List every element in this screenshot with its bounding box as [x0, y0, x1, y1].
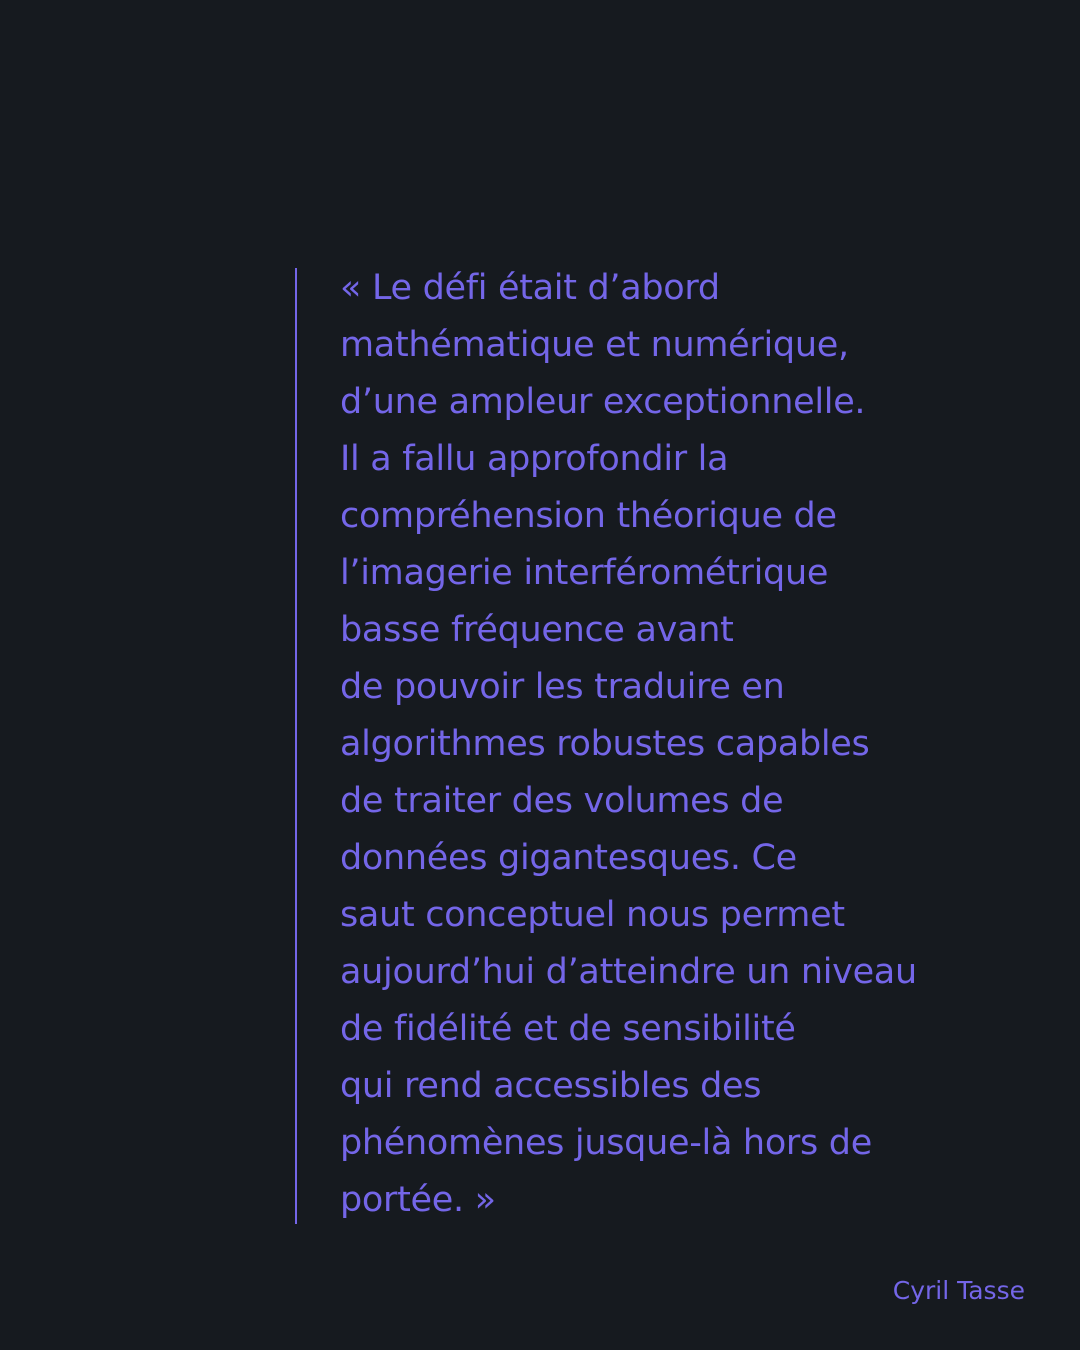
- quote-line: saut conceptuel nous permet: [340, 895, 845, 935]
- quote-line: Il a fallu approfondir la: [340, 439, 729, 479]
- quote-line: de pouvoir les traduire en: [340, 667, 785, 707]
- quote-line: phénomènes jusque-là hors de: [340, 1123, 872, 1163]
- quote-line: compréhension théorique de: [340, 496, 837, 536]
- quote-line: de fidélité et de sensibilité: [340, 1009, 796, 1049]
- quote-line: basse fréquence avant: [340, 610, 734, 650]
- quote-line: mathématique et numérique,: [340, 325, 849, 365]
- quote-author: Cyril Tasse: [892, 1276, 1025, 1305]
- quote-bar: [295, 268, 297, 1224]
- quote-line: aujourd’hui d’atteindre un niveau: [340, 952, 917, 992]
- quote-line: qui rend accessibles des: [340, 1066, 762, 1106]
- quote-line: portée. »: [340, 1180, 496, 1220]
- quote-line: algorithmes robustes capables: [340, 724, 870, 764]
- quote-line: d’une ampleur exceptionnelle.: [340, 382, 866, 422]
- quote-line: de traiter des volumes de: [340, 781, 784, 821]
- quote-text: [340, 260, 1040, 1229]
- quote-line: « Le défi était d’abord: [340, 268, 720, 308]
- quote-line: données gigantesques. Ce: [340, 838, 797, 878]
- quote-line: l’imagerie interférométrique: [340, 553, 829, 593]
